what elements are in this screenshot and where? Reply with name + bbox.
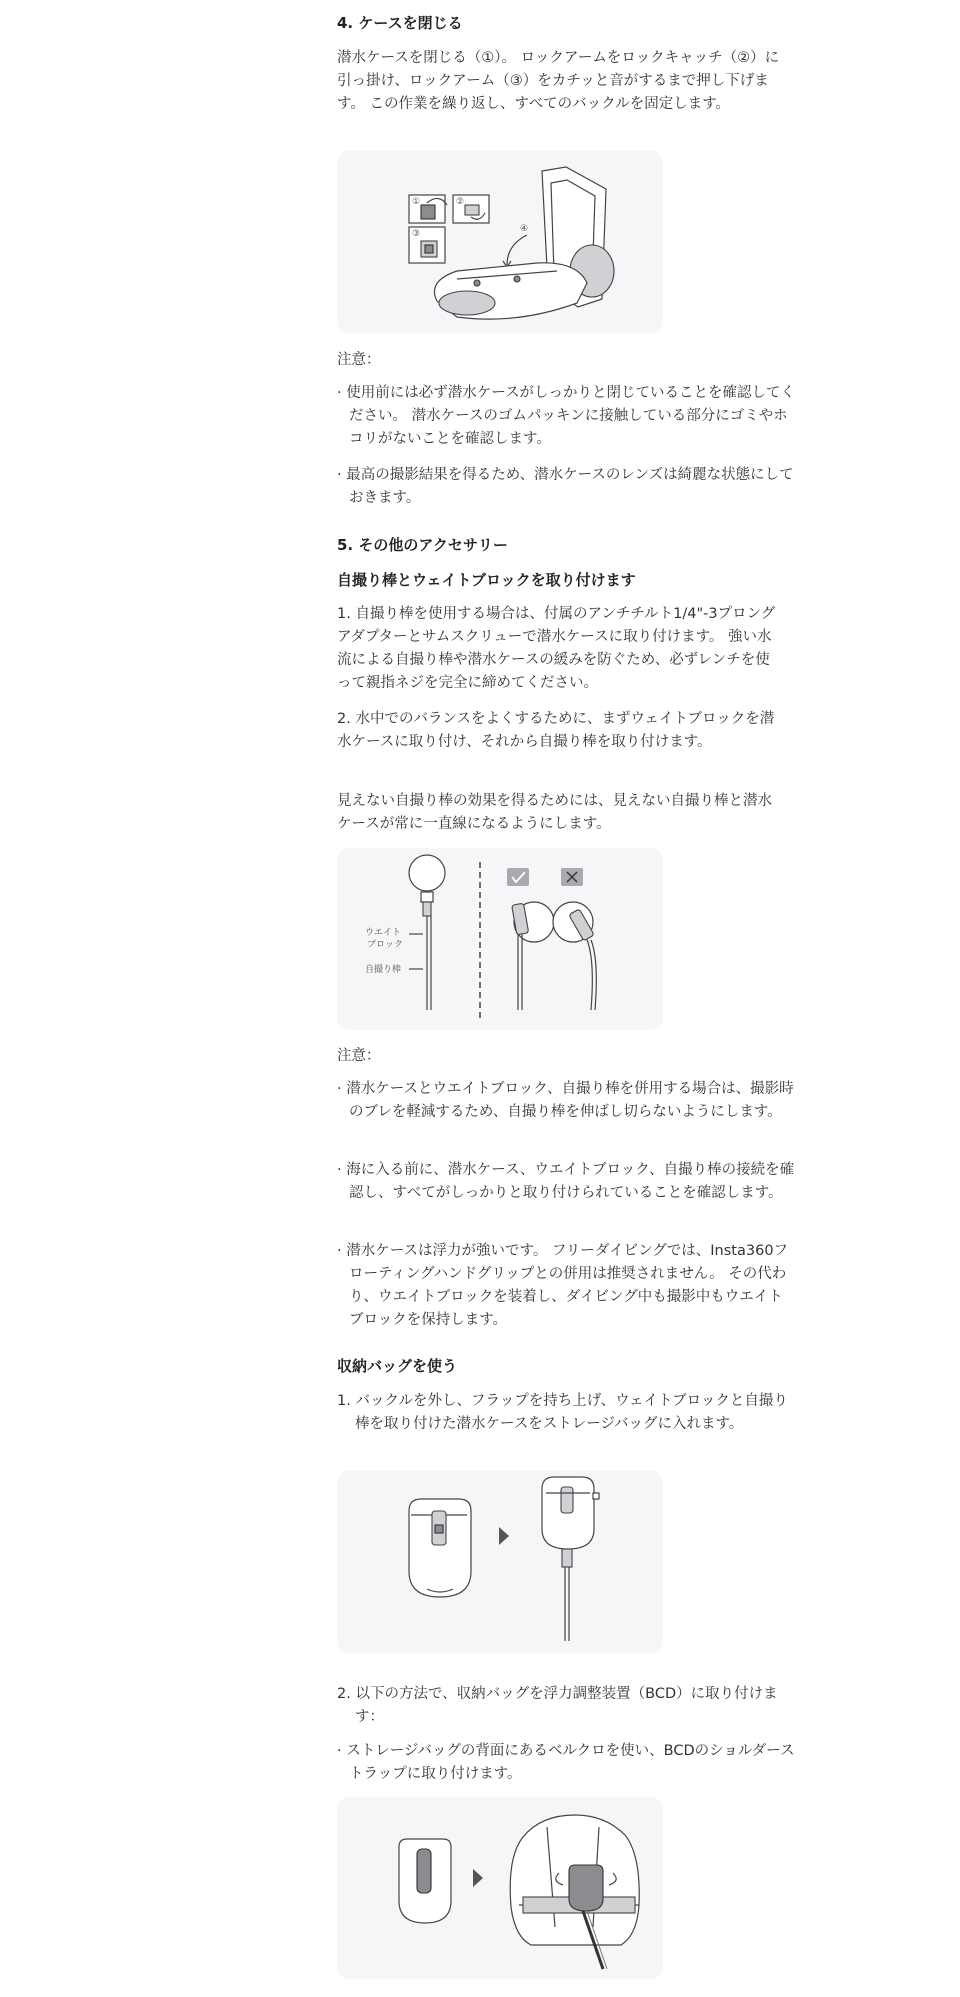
section-4-heading: 4. ケースを閉じる — [337, 14, 463, 32]
section-5-note-2: · 海に入る前に、潜水ケース、ウエイトブロック、自撮り棒の接続を確認し、すべてがしっかりと取り付けられていることを確認します。 — [337, 1162, 795, 1201]
storage-bag-heading: 収納バッグを使う — [337, 1357, 458, 1375]
step-4-label: ④ — [520, 224, 529, 234]
step-1-label: ① — [412, 197, 421, 207]
close-case-illustration — [337, 151, 663, 333]
arrow-right-icon — [473, 1869, 483, 1887]
storage-bag-illustration — [337, 1471, 663, 1653]
section-5-note-title: 注意： — [337, 1048, 381, 1064]
storage-bag-step-2: 2. 以下の方法で、収納バッグを浮力調整装置（BCD）に取り付けます： — [337, 1686, 778, 1725]
step-2-label: ② — [456, 197, 465, 207]
correct-mark — [507, 868, 529, 886]
storage-bag-bullet: · ストレージバッグの背面にあるベルクロを使い、BCDのショルダーストラップに取り付けます。 — [337, 1743, 795, 1782]
section-5-note-1: · 潜水ケースとウエイトブロック、自撮り棒を併用する場合は、撮影時のブレを軽減するため、自撮り棒を伸ばし切らないようにします。 — [337, 1081, 794, 1120]
selfie-stick-para-2: 2. 水中でのバランスをよくするために、まずウェイトブロックを潜水ケースに取り付け、それから自撮り棒を取り付けます。 — [337, 711, 775, 750]
selfie-stick-para-1: 1. 自撮り棒を使用する場合は、付属のアンチチルト1/4"-3プロングアダプターとサムスクリューで潜水ケースに取り付けます。 強い水流による自撮り棒や潜水ケースの緩みを防ぐため、必ずレンチを使って親指ネジを完全に締めてください。 — [337, 606, 776, 691]
step-3-label: ③ — [412, 229, 421, 239]
section-5-heading: 5. その他のアクセサリー — [337, 536, 508, 554]
weight-block-label-line1: ウエイト — [365, 928, 402, 938]
figure-bcd-attach — [337, 1797, 663, 1979]
section-4-body: 潜水ケースを閉じる（①）。 ロックアームをロックキャッチ（②）に引っ掛け、ロックアーム（③）をカチッと音がするまで押し下げます。 この作業を繰り返し、すべてのバックルを固定します。 — [337, 50, 780, 112]
section-4-note-1: · 使用前には必ず潜水ケースがしっかりと閉じていることを確認してください。 潜水ケースのゴムパッキンに接触している部分にゴミやホコリがないことを確認します。 — [337, 385, 795, 447]
selfie-stick-para-3: 見えない自撮り棒の効果を得るためには、見えない自撮り棒と潜水ケースが常に一直線になるようにします。 — [337, 793, 772, 832]
figure-close-case — [337, 151, 663, 333]
selfie-stick-label: 自撮り棒 — [365, 965, 402, 975]
selfie-stick-heading: 自撮り棒とウェイトブロックを取り付けます — [337, 571, 636, 589]
figure-storage-bag — [337, 1471, 663, 1653]
section-4-note-title: 注意： — [337, 352, 381, 368]
bcd-attach-illustration — [337, 1797, 663, 1979]
section-5-note-3: · 潜水ケースは浮力が強いです。 フリーダイビングでは、Insta360フローティングハンドグリップとの併用は推奨されません。 その代わり、ウエイトブロックを装着し、ダイビング中も撮影中もウエイトブロックを保持します。 — [337, 1243, 789, 1328]
section-4-note-2: · 最高の撮影結果を得るため、潜水ケースのレンズは綺麗な状態にしておきます。 — [337, 467, 794, 506]
selfie-stick-illustration — [337, 848, 663, 1030]
arrow-right-icon — [499, 1527, 509, 1545]
figure-selfie-stick — [337, 848, 663, 1030]
weight-block-label-line2: ブロック — [367, 940, 403, 950]
storage-bag-step-1: 1. バックルを外し、フラップを持ち上げ、ウェイトブロックと自撮り棒を取り付けた潜水ケースをストレージバッグに入れます。 — [337, 1393, 788, 1432]
